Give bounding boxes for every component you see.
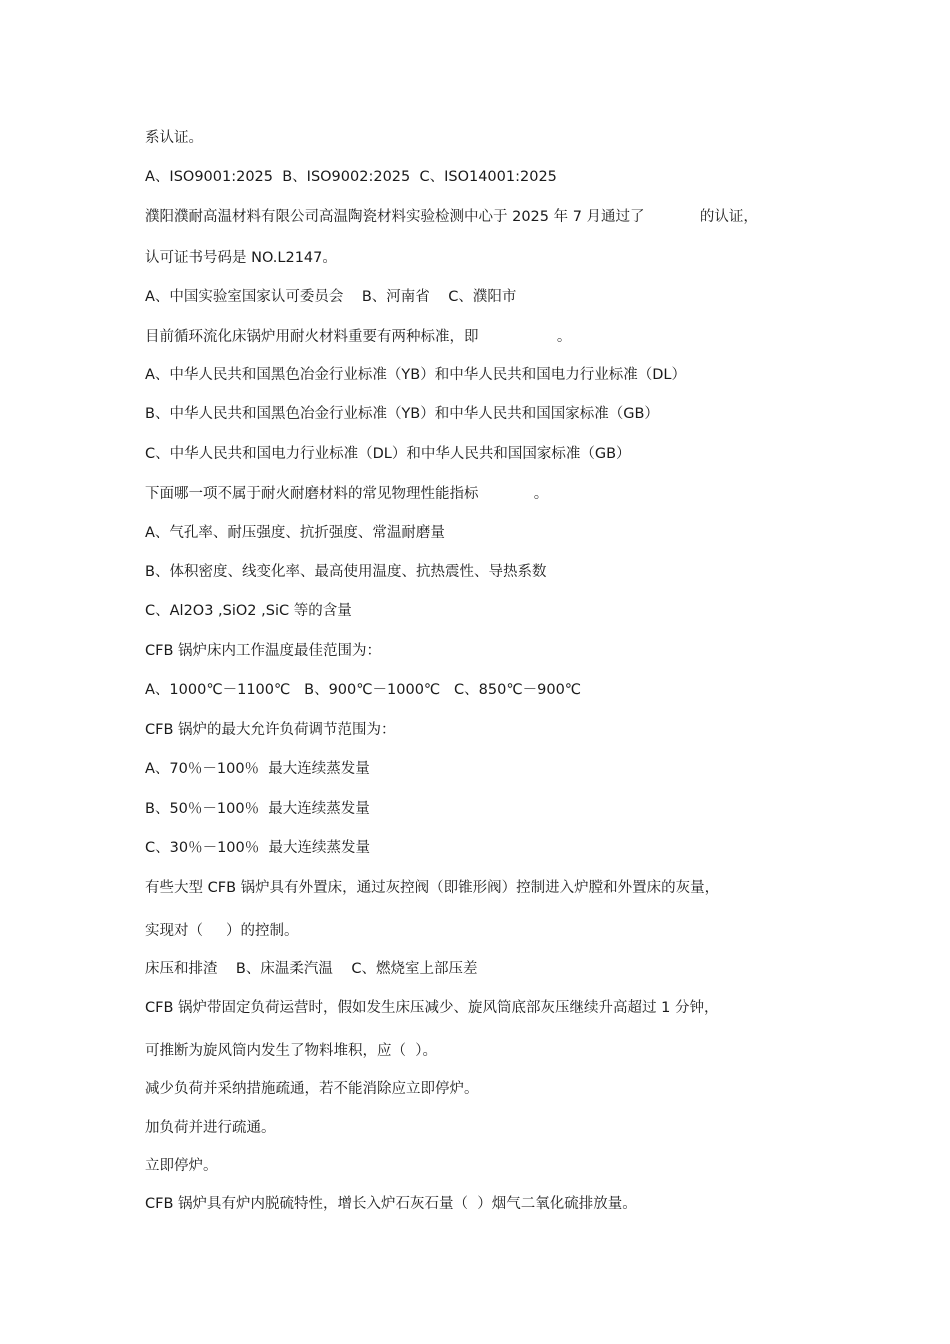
text-line: A、1000℃－1100℃ B、900℃－1000℃ C、850℃－900℃ [145,682,582,698]
text-line: 系认证。 [145,130,203,146]
text-line: CFB 锅炉带固定负荷运营时，假如发生床压减少、旋风筒底部灰压继续升高超过 1 分钟， [145,1000,719,1016]
text-line: 立即停炉。 [145,1158,218,1174]
text-line: CFB 锅炉的最大允许负荷调节范围为： [145,722,396,738]
text-line: A、ISO9001:2025 B、ISO9002:2025 C、ISO14001:2025 [145,169,557,185]
text-line: 目前循环流化床锅炉用耐火材料重要有两种标准，即 。 [145,329,572,345]
text-line: 可推断为旋风筒内发生了物料堆积，应（ ）。 [145,1043,437,1059]
text-line: 有些大型 CFB 锅炉具有外置床，通过灰控阀（即锥形阀）控制进入炉膛和外置床的灰量， [145,880,720,896]
text-line: C、中华人民共和国电力行业标准（DL）和中华人民共和国国家标准（GB） [145,446,631,462]
text-line: C、Al2O3 ,SiO2 ,SiC 等的含量 [145,603,352,619]
text-line: A、中国实验室国家认可委员会 B、河南省 C、濮阳市 [145,289,517,305]
text-line: A、70％－100％ 最大连续蒸发量 [145,761,370,777]
text-line: B、中华人民共和国黑色冶金行业标准（YB）和中华人民共和国国家标准（GB） [145,406,659,422]
text-line: 濮阳濮耐高温材料有限公司高温陶瓷材料实验检测中心于 2025 年 7 月通过了 的认证， [145,209,758,225]
text-line: B、50％－100％ 最大连续蒸发量 [145,801,370,817]
text-line: A、中华人民共和国黑色冶金行业标准（YB）和中华人民共和国电力行业标准（DL） [145,367,686,383]
text-line: 床压和排渣 B、床温柔汽温 C、燃烧室上部压差 [145,961,478,977]
text-line: 下面哪一项不属于耐火耐磨材料的常见物理性能指标 。 [145,486,549,502]
text-line: 实现对（ ）的控制。 [145,923,299,939]
text-line: 认可证书号码是 NO.L2147。 [145,250,337,266]
text-line: A、气孔率、耐压强度、抗折强度、常温耐磨量 [145,525,445,541]
text-line: 减少负荷并采纳措施疏通，若不能消除应立即停炉。 [145,1081,479,1097]
text-line: CFB 锅炉床内工作温度最佳范围为： [145,643,382,659]
text-line: CFB 锅炉具有炉内脱硫特性，增长入炉石灰石量（ ）烟气二氧化硫排放量。 [145,1196,637,1212]
text-line: B、体积密度、线变化率、最高使用温度、抗热震性、导热系数 [145,564,547,580]
text-line: C、30％－100％ 最大连续蒸发量 [145,840,370,856]
text-line: 加负荷并进行疏通。 [145,1120,276,1136]
